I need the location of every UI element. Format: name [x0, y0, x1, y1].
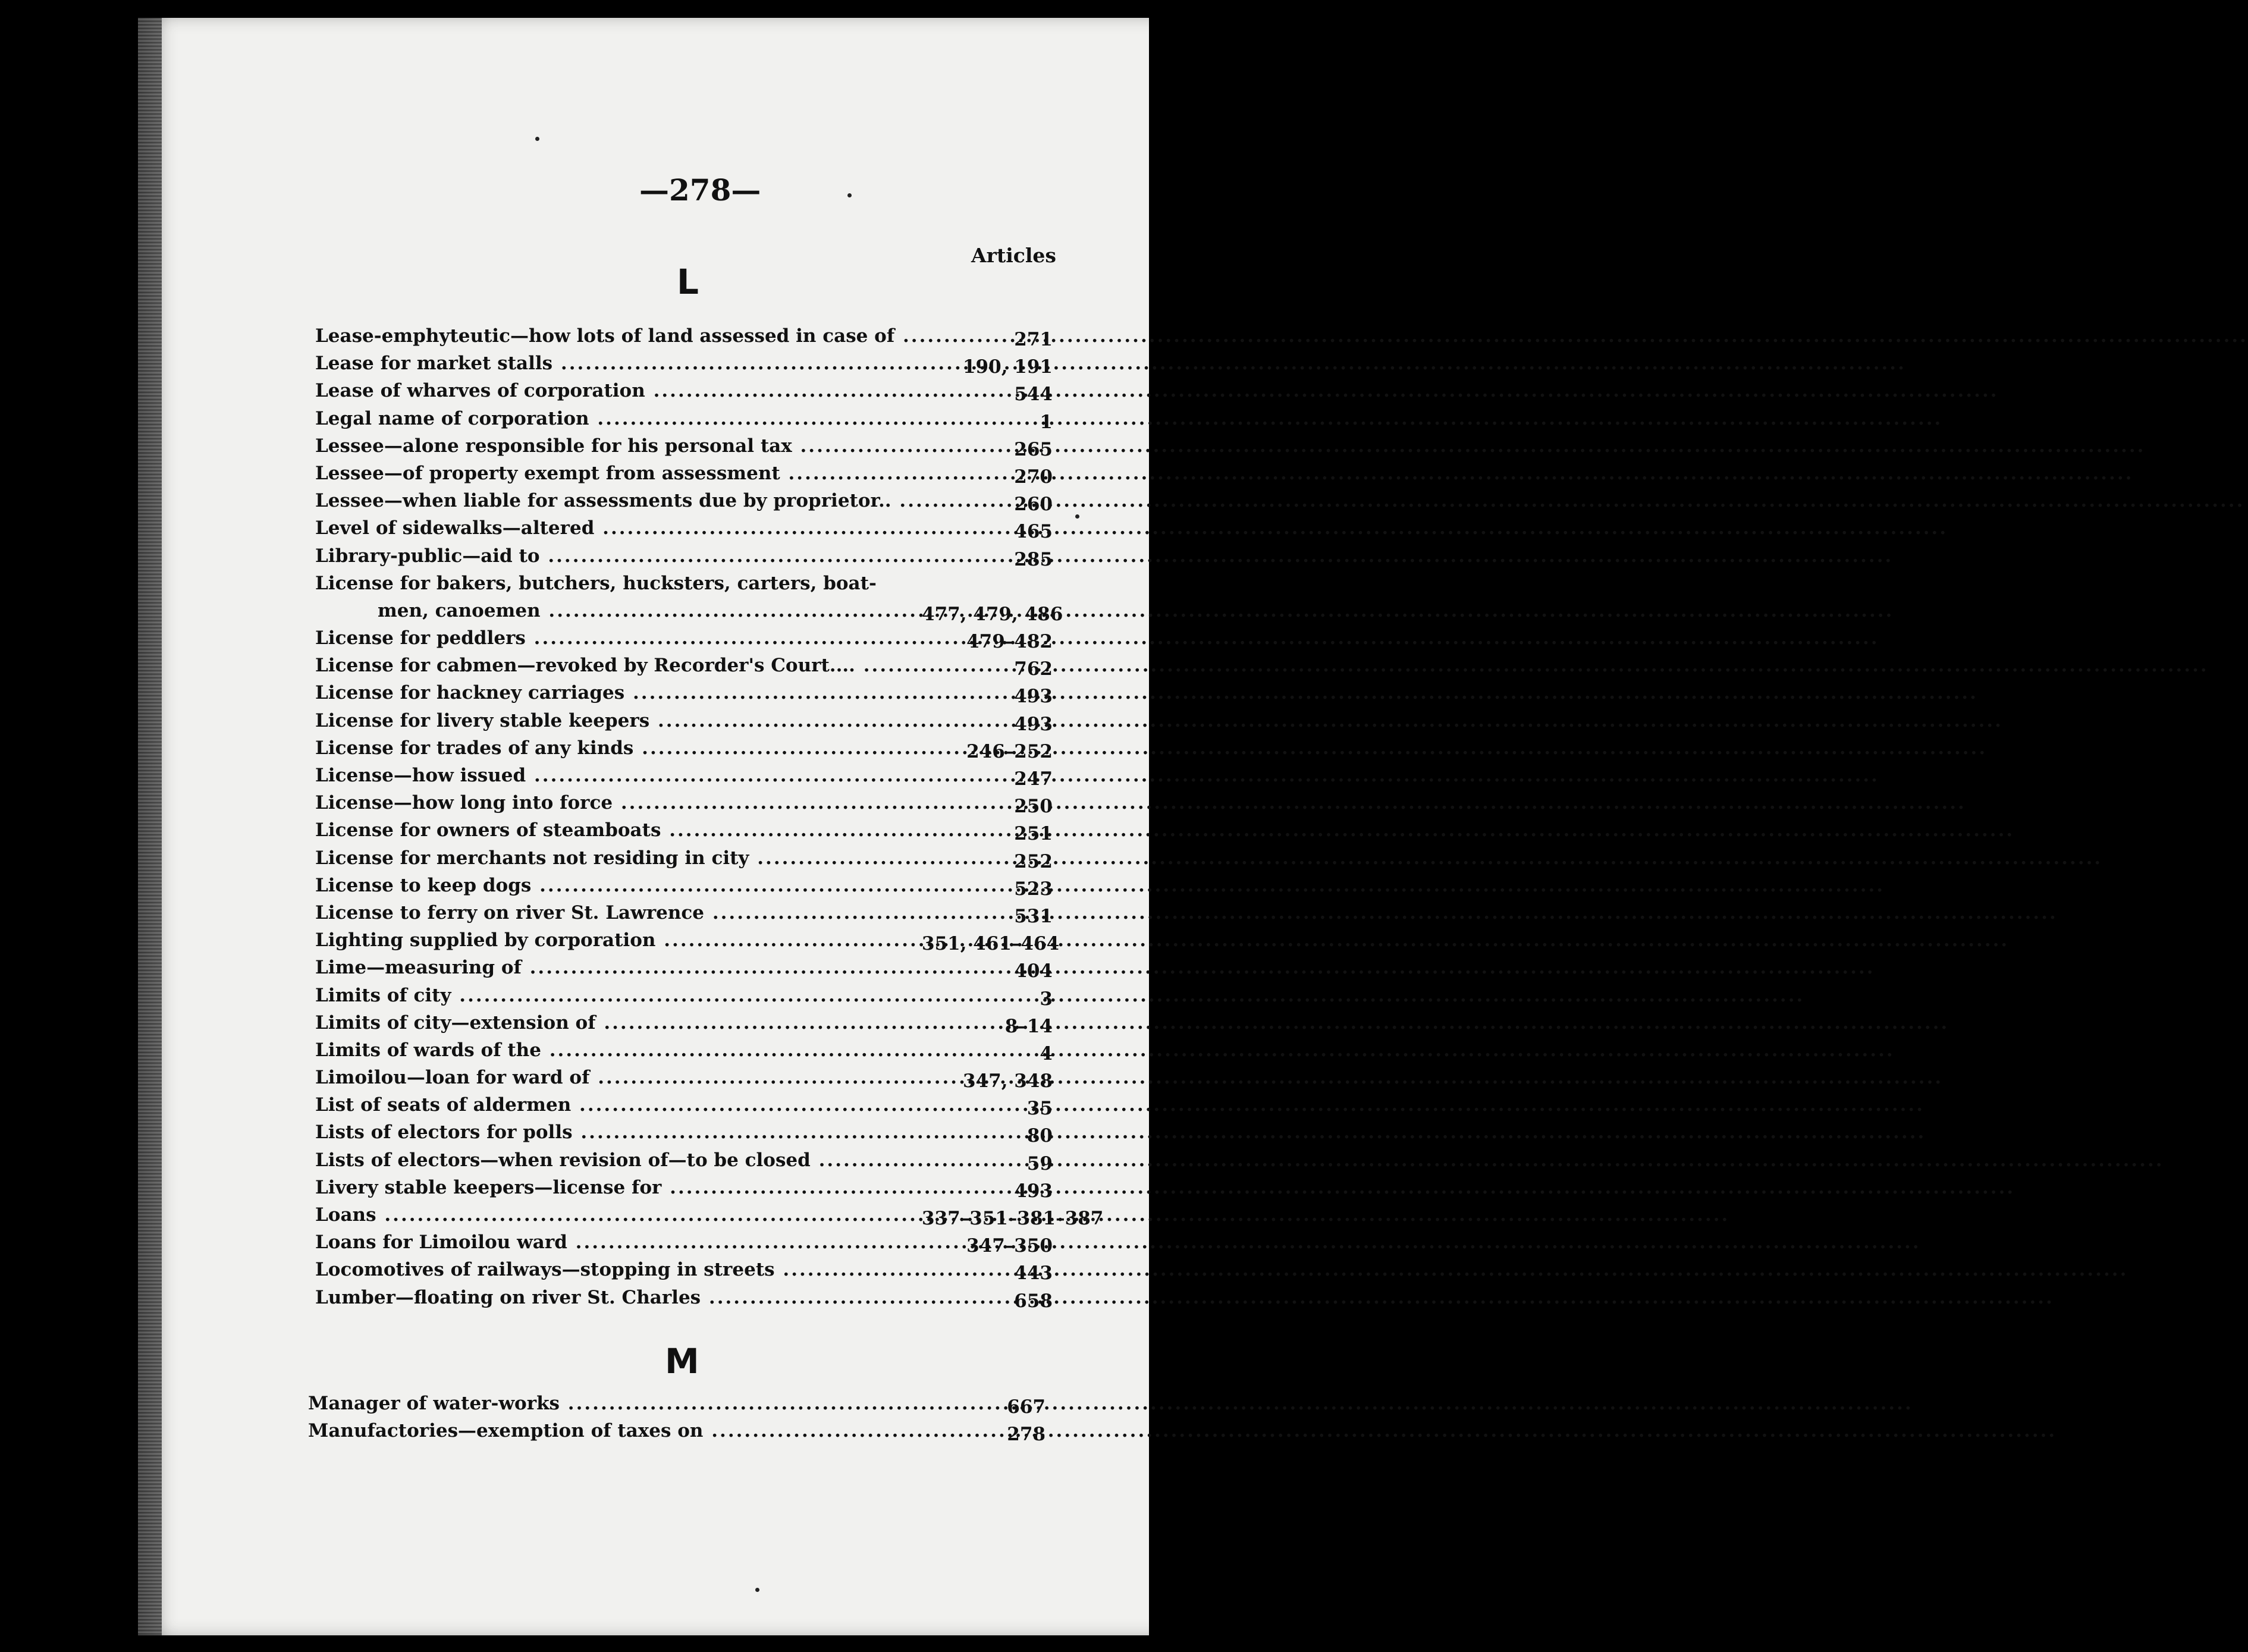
- index-entry-articles: 347–350: [966, 1235, 1053, 1257]
- index-entry: [315, 379, 1053, 406]
- index-entry-text: License to keep dogs .....: [315, 875, 928, 896]
- index-entry-text: Loans for Limoilou ward .....: [315, 1232, 928, 1253]
- index-entry: [315, 324, 1053, 351]
- index-entry: [315, 1066, 1053, 1093]
- index-entry-text: License for hackney carriages .....: [315, 682, 928, 703]
- index-entry-articles: 531: [1014, 905, 1053, 927]
- index-entry-articles: 351, 461–464: [922, 933, 1060, 955]
- page-binding-edge: [138, 18, 162, 1635]
- index-entry-text: License—how issued .....: [315, 765, 928, 786]
- index-entry: [315, 461, 1053, 489]
- index-entry: [315, 1230, 1053, 1258]
- index-entry-articles: 667: [1007, 1396, 1045, 1418]
- index-entry: [308, 1419, 1045, 1446]
- index-entry-articles: 190, 191: [962, 356, 1053, 378]
- index-entry-text: Level of sidewalks—altered .....: [315, 517, 928, 539]
- index-entry: [315, 1286, 1053, 1313]
- index-entry-articles: 493: [1014, 713, 1053, 735]
- index-entry-articles: 523: [1014, 878, 1053, 900]
- index-entry-text: List of seats of aldermen .....: [315, 1094, 928, 1116]
- index-entry: [315, 489, 1053, 516]
- index-entry-text: Legal name of corporation .....: [315, 408, 928, 429]
- index-entry: [315, 1258, 1053, 1285]
- index-entry-articles: 59: [1026, 1152, 1053, 1174]
- index-entry-text: Lease of wharves of corporation .....: [315, 380, 928, 401]
- index-entry: [315, 709, 1053, 736]
- index-entry: [315, 599, 1063, 626]
- index-entry-text: Lessee—when liable for assessments due by proprietor.. .....: [315, 490, 928, 511]
- index-entry-text: Lessee—alone responsible for his personal tax .....: [315, 435, 928, 457]
- index-entry-articles: 544: [1014, 384, 1053, 406]
- index-entry: [315, 846, 1053, 874]
- index-entry-articles: 3: [1040, 988, 1053, 1010]
- index-entry: [315, 956, 1053, 983]
- index-entry-text: Limits of city .....: [315, 985, 928, 1006]
- index-entry: [315, 874, 1053, 901]
- index-entry-articles: 1: [1040, 411, 1053, 433]
- index-entry-articles: 762: [1014, 658, 1053, 680]
- index-entry-articles: 80: [1026, 1125, 1053, 1147]
- index-entry: [315, 928, 1060, 956]
- index-entry-text: Lime—measuring of .....: [315, 957, 928, 978]
- index-entry: [315, 1203, 1104, 1230]
- page-number: —278—: [639, 172, 761, 208]
- index-entry-text: Livery stable keepers—license for .....: [315, 1177, 928, 1198]
- index-entry: [315, 1038, 1053, 1066]
- index-entry: [315, 1120, 1053, 1148]
- index-entry-articles: 465: [1014, 521, 1053, 543]
- index-entry: [315, 736, 1053, 764]
- index-entry-articles: 278: [1007, 1424, 1045, 1446]
- scan-speck: [847, 193, 852, 197]
- index-entry-text: Lists of electors—when revision of—to be closed .....: [315, 1150, 928, 1171]
- index-entry-articles: 246–252: [966, 740, 1053, 762]
- index-entry-text: Lease-emphyteutic—how lots of land assessed in case of .....: [315, 325, 928, 347]
- index-entry: [315, 516, 1053, 544]
- index-entry-articles: 270: [1014, 466, 1053, 488]
- articles-column-header: Articles: [971, 244, 1056, 267]
- index-entry-text: Lumber—floating on river St. Charles .....: [315, 1287, 928, 1308]
- index-list-l: [315, 324, 1104, 1313]
- index-entry: [315, 544, 1053, 571]
- index-entry-text: Lease for market stalls .....: [315, 353, 928, 374]
- index-entry-text: Loans .....: [315, 1204, 928, 1226]
- section-letter-l: L: [677, 262, 699, 302]
- index-entry-articles: 8–14: [1004, 1015, 1053, 1037]
- index-entry-text: Lighting supplied by corporation .....: [315, 929, 928, 951]
- index-entry: [315, 1011, 1053, 1038]
- index-entry: [315, 407, 1053, 434]
- index-entry: [315, 626, 1053, 654]
- index-entry-articles: 477, 479, 486: [922, 603, 1063, 625]
- index-entry-text: License for merchants not residing in city .....: [315, 847, 928, 869]
- index-entry-articles: 493: [1014, 1180, 1053, 1202]
- index-list-m: [308, 1392, 1045, 1446]
- index-entry-articles: 479–482: [966, 631, 1053, 653]
- index-entry-articles: 493: [1014, 686, 1053, 708]
- index-entry-text: Locomotives of railways—stopping in streets .....: [315, 1259, 928, 1280]
- index-entry: [315, 654, 1053, 681]
- index-entry-articles: 404: [1014, 960, 1053, 982]
- index-entry-text: Library-public—aid to .....: [315, 545, 928, 567]
- index-entry: [315, 681, 1053, 708]
- index-entry-text: Lessee—of property exempt from assessment .....: [315, 463, 928, 484]
- index-entry: [315, 1093, 1053, 1120]
- index-entry-articles: 347, 348: [962, 1070, 1053, 1092]
- index-entry-text: Limoilou—loan for ward of .....: [315, 1067, 928, 1088]
- index-entry: [315, 984, 1053, 1011]
- index-entry: [315, 1148, 1053, 1176]
- index-entry-articles: 4: [1040, 1042, 1053, 1064]
- index-entry-text: Limits of city—extension of .....: [315, 1012, 928, 1034]
- scan-speck: [755, 1588, 759, 1592]
- index-entry: [315, 791, 1053, 818]
- index-entry-text: men, canoemen .....: [378, 600, 990, 621]
- scan-speck: [535, 137, 539, 141]
- index-entry-text: License for cabmen—revoked by Recorder's Court.... .....: [315, 655, 928, 676]
- index-entry-text: License for owners of steamboats .....: [315, 819, 928, 841]
- index-entry-text: Manager of water-works .....: [308, 1393, 921, 1414]
- index-entry-text: License for peddlers .....: [315, 627, 928, 649]
- index-entry-articles: 265: [1014, 438, 1053, 460]
- index-entry: [315, 351, 1053, 379]
- index-entry: [315, 434, 1053, 461]
- index-entry: [315, 818, 1053, 846]
- index-entry-text: License for bakers, butchers, hucksters, carters, boat-: [315, 572, 877, 594]
- index-entry: [315, 1176, 1053, 1203]
- index-entry-text: License—how long into force .....: [315, 792, 928, 814]
- index-entry-articles: 252: [1014, 850, 1053, 872]
- index-entry-articles: 250: [1014, 796, 1053, 818]
- index-entry-articles: 271: [1014, 329, 1053, 350]
- index-entry-text: License for trades of any kinds .....: [315, 737, 928, 759]
- index-entry-text: License for livery stable keepers .....: [315, 710, 928, 731]
- index-entry: [315, 571, 1053, 599]
- index-entry-text: Limits of wards of the .....: [315, 1039, 928, 1061]
- index-entry-articles: 658: [1014, 1290, 1053, 1312]
- index-entry-articles: 285: [1014, 548, 1053, 570]
- index-entry: [315, 901, 1053, 928]
- index-entry-text: License to ferry on river St. Lawrence .....: [315, 902, 928, 924]
- index-entry-text: Manufactories—exemption of taxes on .....: [308, 1420, 921, 1441]
- index-entry-articles: 247: [1014, 768, 1053, 790]
- index-entry-articles: 251: [1014, 823, 1053, 845]
- index-entry: [315, 764, 1053, 791]
- index-entry-articles: 337–351–381–387: [922, 1208, 1104, 1229]
- index-entry-articles: 35: [1026, 1098, 1053, 1120]
- scan-speck: [1075, 514, 1079, 519]
- index-entry-articles: 260: [1014, 494, 1053, 516]
- index-entry-articles: 443: [1014, 1262, 1053, 1284]
- index-entry: [308, 1392, 1045, 1419]
- index-entry-text: Lists of electors for polls .....: [315, 1122, 928, 1143]
- section-letter-m: M: [665, 1341, 699, 1381]
